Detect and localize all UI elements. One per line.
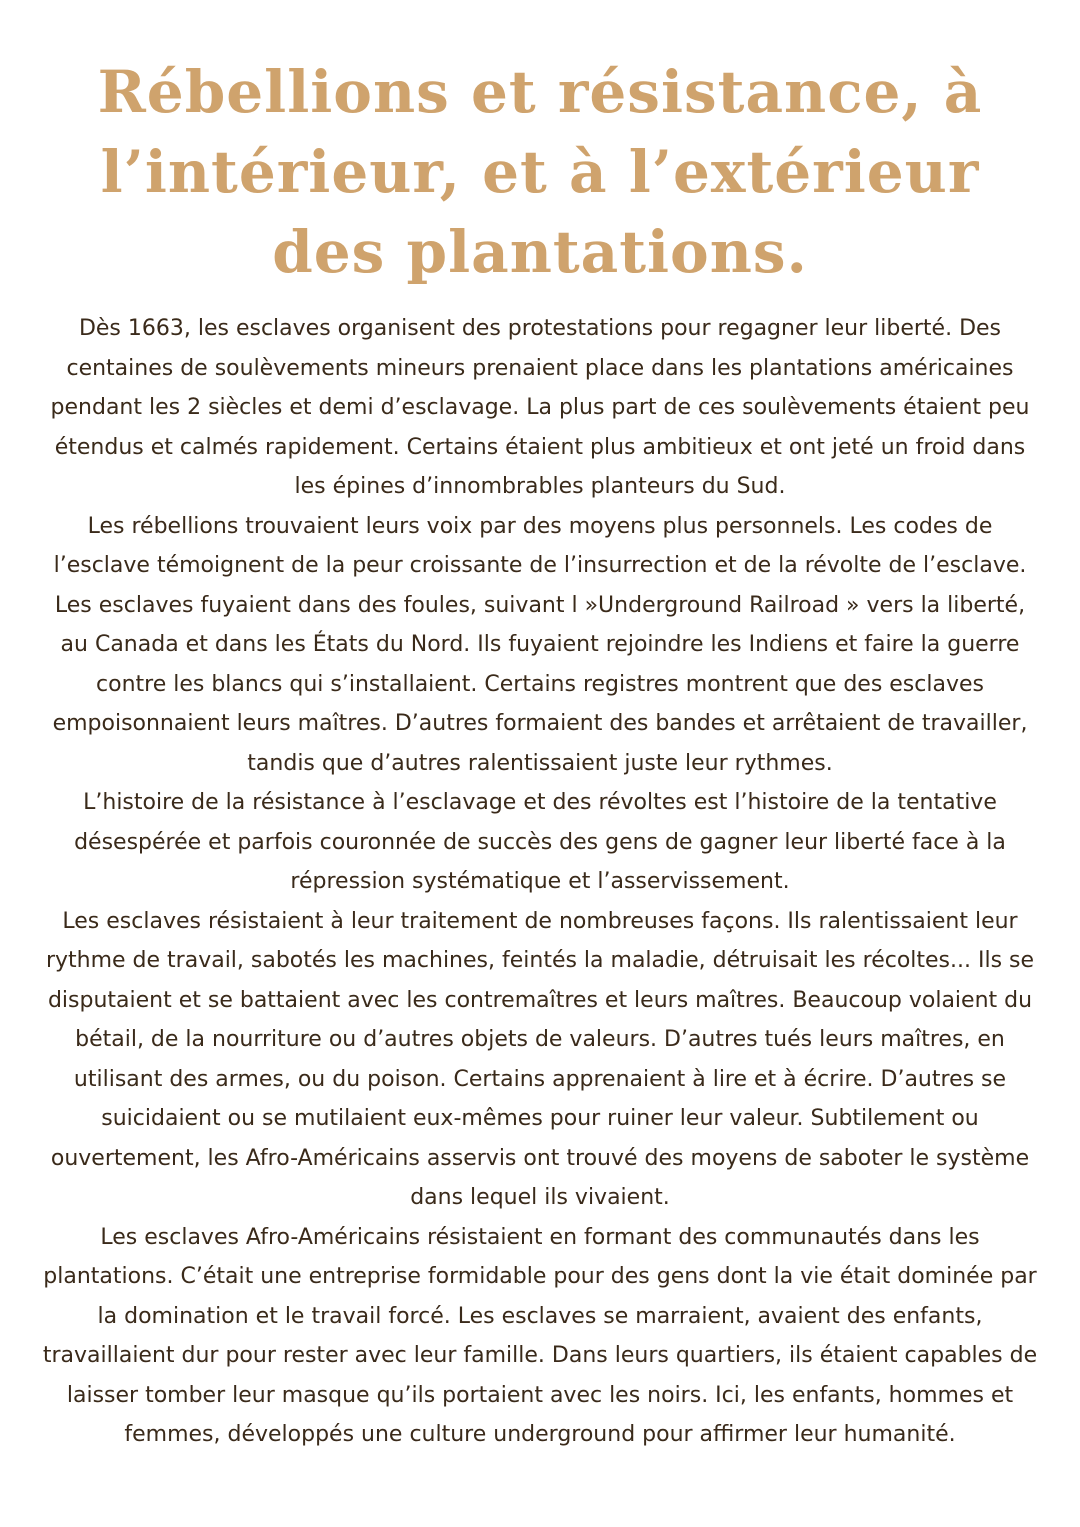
page-title: Rébellions et résistance, à l’intérieur, et à l’extérieur des plantations. bbox=[97, 58, 983, 286]
paragraph-5: Les esclaves Afro-Américains résistaient en formant des communautés dans les plantations. C’était une entreprise formidable pour des gens dont la vie était dominée par la domination et le travail forcé. Les esclaves se marraient, avaient des enfants, travaillaient dur pour rester avec leur famille. Dans leurs quartiers, ils étaient capables de laisser tomber leur masque qu’ils portaient avec les noirs. Ici, les enfants, hommes et femmes, développés une culture underground pour affirmer leur humanité. bbox=[42, 1224, 1038, 1447]
paragraph-4: Les esclaves résistaient à leur traitement de nombreuses façons. Ils ralentissaient leur rythme de travail, sabotés les machines, feintés la maladie, détruisait les récoltes... Ils se disputaient et se battaient avec les contremaîtres et leurs maîtres. Beaucoup volaient du bétail, de la nourriture ou d’autres objets de valeurs. D’autres tués leurs maîtres, en utilisant des armes, ou du poison. Certains apprenaient à lire et à écrire. D’autres se suicidaient ou se mutilaient eux-mêmes pour ruiner leur valeur. Subtilement ou ouvertement, les Afro-Américains asservis ont trouvé des moyens de saboter le système dans lequel ils vivaient. bbox=[45, 908, 1035, 1210]
paragraph-1: Dès 1663, les esclaves organisent des protestations pour regagner leur liberté. Des centaines de soulèvements mineurs prenaient place dans les plantations américaines pendant les 2 siècles et demi d’esclavage. La plus part de ces soulèvements étaient peu étendus et calmés rapidement. Certains étaient plus ambitieux et ont jeté un froid dans les épines d’innombrables planteurs du Sud. bbox=[50, 316, 1030, 499]
body-text bbox=[40, 309, 1040, 1455]
paragraph-3: L’histoire de la résistance à l’esclavage et des révoltes est l’histoire de la tentative désespérée et parfois couronnée de succès des gens de gagner leur liberté face à la répression systématique et l’asservissement. bbox=[74, 790, 1006, 894]
paragraph-2: Les rébellions trouvaient leurs voix par des moyens plus personnels. Les codes de l’esclave témoignent de la peur croissante de l’insurrection et de la révolte de l’esclave. Les esclaves fuyaient dans des foules, suivant l »Underground Railroad » vers la liberté, au Canada et dans les États du Nord. Ils fuyaient rejoindre les Indiens et faire la guerre contre les blancs qui s’installaient. Certains registres montrent que des esclaves empoisonnaient leurs maîtres. D’autres formaient des bandes et arrêtaient de travailler, tandis que d’autres ralentissaient juste leur rythmes. bbox=[52, 513, 1028, 776]
